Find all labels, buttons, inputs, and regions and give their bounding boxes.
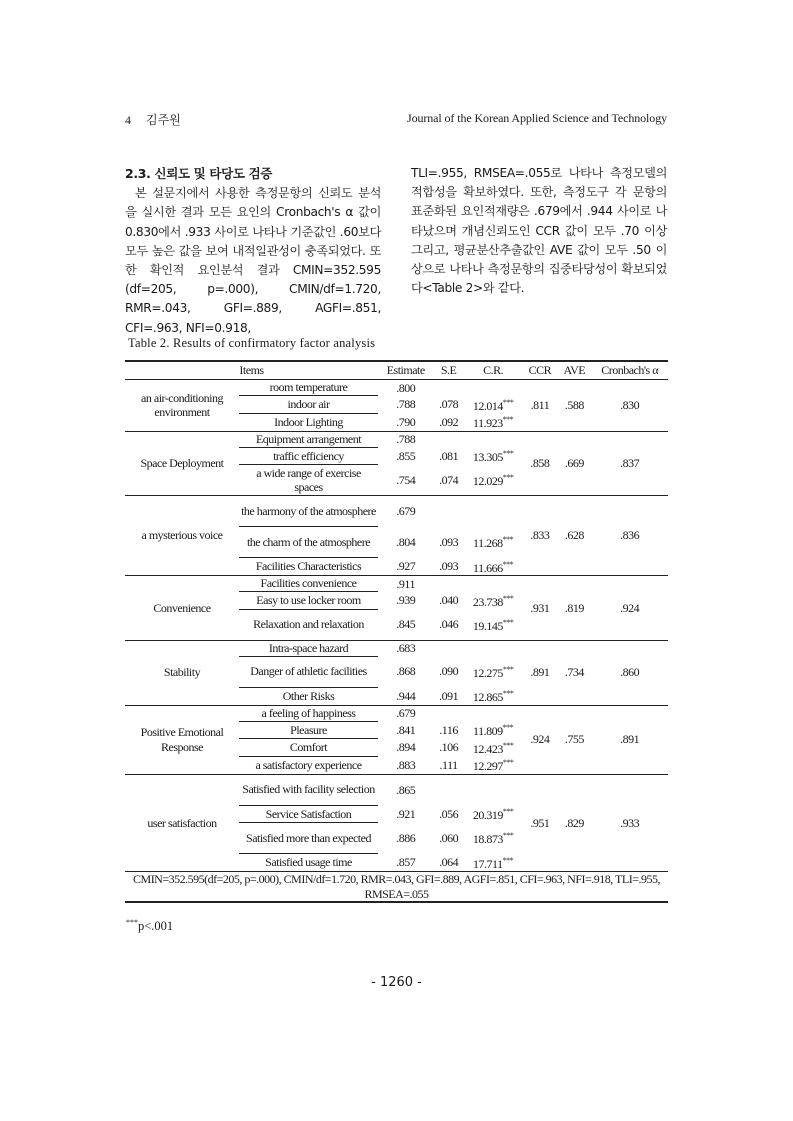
item-name: Equipment arrangement — [239, 431, 378, 447]
cr-cell — [464, 609, 523, 640]
left-column — [125, 164, 381, 338]
se-cell — [433, 705, 463, 721]
item-name: Indoor Lighting — [239, 413, 378, 431]
se-cell: .064 — [433, 854, 463, 872]
item-name: indoor air — [239, 396, 378, 414]
se-cell: .093 — [433, 558, 463, 576]
se-cell: .060 — [439, 830, 459, 845]
header-left — [125, 111, 181, 128]
cr-cell — [464, 739, 523, 757]
ave-cell: .829 — [557, 774, 591, 872]
factor-name: user satisfaction — [125, 774, 239, 872]
item-name: Danger of athletic facilities — [239, 656, 378, 687]
se-cell: .093 — [439, 534, 459, 549]
cr-value: 11.666*** — [473, 559, 514, 575]
table-header-row — [125, 361, 668, 380]
item-name: Other Risks — [239, 687, 378, 705]
cr-cell — [464, 558, 523, 576]
section-title: 2.3. 신뢰도 및 타당도 검증 — [125, 166, 273, 181]
estimate-cell: .841 — [396, 722, 416, 737]
estimate-cell: .865 — [396, 782, 416, 797]
factor-name: Convenience — [125, 576, 239, 641]
cr-cell — [464, 854, 523, 872]
se-cell — [433, 576, 463, 592]
right-column — [411, 164, 667, 298]
cronbach-cell: .836 — [591, 496, 668, 576]
item-name: Intra-space hazard — [239, 640, 378, 656]
se-cell: .116 — [439, 722, 458, 737]
header-estimate: Estimate — [378, 361, 433, 380]
estimate-cell: .683 — [396, 641, 416, 655]
item-name: the harmony of the atmosphere — [239, 496, 378, 527]
item-name: a satisfactory experience — [239, 756, 378, 774]
left-paragraph: 본 설문지에서 사용한 측정문항의 신뢰도 분석을 실시한 결과 모든 요인의 Cronbach's α 값이 0.830에서 .933 사이로 나타나 기준값인 .60보다 모두 높은 값을 보여 내적일관성이 충족되었다. 또한 확인적 요인분석 결과 CMIN=352.595 (df=205, p=.000), CMIN/df=1.720, RMR=.043, GFI=.889, AGFI=.851, CFI=.963, NFI=0.918, — [125, 186, 381, 335]
cr-value: 18.873*** — [472, 831, 514, 847]
right-paragraph: TLI=.955, RMSEA=.055로 나타나 측정모델의 적합성을 확보하였다. 또한, 측정도구 각 문항의 표준화된 요인적재량은 .679에서 .944 사이로 나타났으며 개념신뢰도인 CCR 값이 모두 .70 이상 그리고, 평균분산추출값인 AVE 값이 모두 .50 이상으로 나타나 측정문항의 집중타당성이 확보되었다<Table 2>와 같다. — [411, 166, 667, 296]
footnote: ***p<.001 — [126, 918, 174, 934]
cr-cell — [464, 413, 523, 431]
se-cell: .074 — [433, 465, 463, 496]
item-name: the charm of the atmosphere — [239, 527, 378, 558]
item-name: Satisfied more than expected — [239, 823, 378, 854]
estimate-cell: .911 — [396, 576, 415, 591]
se-cell: .090 — [439, 664, 459, 679]
header-items: Items — [125, 361, 378, 380]
cr-value: 12.423*** — [472, 740, 514, 756]
estimate-cell: .921 — [396, 806, 416, 821]
item-name: room temperature — [239, 380, 378, 396]
page-footer: - 1260 - — [371, 975, 422, 990]
header-se: S.E — [433, 361, 463, 380]
cr-cell — [464, 592, 523, 610]
cronbach-cell: .830 — [591, 380, 668, 432]
item-name: Relaxation and relaxation — [239, 609, 378, 640]
estimate-cell: .679 — [396, 706, 416, 720]
item-name: Comfort — [239, 739, 378, 757]
ccr-cell: .811 — [522, 380, 557, 432]
table-row — [125, 774, 668, 805]
cr-value: 19.145*** — [472, 617, 514, 633]
fit-note-row — [125, 872, 668, 903]
table-row — [125, 496, 668, 527]
se-cell — [433, 496, 463, 527]
cr-value: 23.738*** — [472, 593, 514, 609]
cr-cell — [464, 431, 523, 447]
factor-name: Space Deployment — [125, 431, 239, 496]
cr-cell — [464, 396, 523, 414]
table-body — [125, 380, 668, 872]
se-cell: .081 — [439, 448, 459, 463]
item-name: a feeling of happiness — [239, 705, 378, 721]
item-name: Facilities convenience — [239, 576, 378, 592]
estimate-cell: .868 — [396, 664, 416, 679]
table-row — [125, 640, 668, 656]
table-row — [125, 431, 668, 447]
header-page-number: 4 — [125, 113, 131, 127]
cr-value: 12.014*** — [472, 397, 514, 413]
estimate-cell: .790 — [378, 413, 433, 431]
cr-cell — [464, 496, 523, 527]
estimate-cell: .939 — [396, 593, 416, 607]
cronbach-cell: .933 — [591, 774, 668, 872]
se-cell — [433, 431, 463, 447]
factor-name: Stability — [125, 640, 239, 705]
ccr-cell: .951 — [522, 774, 557, 872]
cr-cell — [464, 805, 523, 823]
se-cell: .111 — [433, 756, 463, 774]
cr-value: 11.809*** — [473, 723, 514, 738]
item-name: Pleasure — [239, 721, 378, 739]
se-cell — [433, 774, 463, 805]
item-name: traffic efficiency — [239, 447, 378, 465]
cr-cell — [464, 465, 523, 496]
estimate-cell: .855 — [396, 448, 416, 463]
cronbach-cell: .860 — [591, 640, 668, 705]
cr-value: 17.711*** — [473, 855, 514, 871]
cr-cell — [464, 447, 523, 465]
cr-value: 12.865*** — [472, 689, 514, 704]
se-cell: .091 — [433, 687, 463, 705]
cr-value: 13.305*** — [472, 449, 514, 464]
header-cronbach: Cronbach's α — [591, 361, 668, 380]
ave-cell: .734 — [557, 640, 591, 705]
se-cell: .046 — [433, 609, 463, 640]
cr-cell — [464, 774, 523, 805]
cr-value: 20.319*** — [472, 807, 514, 822]
cr-cell — [464, 687, 523, 705]
cr-value: 11.268*** — [473, 535, 514, 551]
header-cr: C.R. — [464, 361, 523, 380]
estimate-cell: .894 — [396, 740, 416, 754]
estimate-cell: .886 — [396, 830, 416, 845]
ave-cell: .755 — [557, 705, 591, 774]
factor-name: Positive Emotional Response — [125, 705, 239, 774]
cr-cell — [464, 656, 523, 687]
item-name: Satisfied with facility selection — [239, 774, 378, 805]
ccr-cell: .891 — [522, 640, 557, 705]
cr-cell — [464, 705, 523, 721]
results-table — [125, 360, 668, 903]
cr-cell — [464, 756, 523, 774]
se-cell — [433, 640, 463, 656]
cr-cell — [464, 380, 523, 396]
cronbach-cell: .891 — [591, 705, 668, 774]
cr-cell — [464, 576, 523, 592]
estimate-cell: .800 — [396, 380, 416, 395]
estimate-cell: .804 — [396, 534, 416, 549]
ave-cell: .669 — [557, 431, 591, 496]
se-cell: .078 — [439, 397, 459, 411]
estimate-cell: .754 — [378, 465, 433, 496]
se-cell: .106 — [439, 740, 459, 754]
table-row — [125, 576, 668, 592]
item-name: Service Satisfaction — [239, 805, 378, 823]
estimate-cell: .883 — [378, 756, 433, 774]
fit-note: CMIN=352.595(df=205, p=.000), CMIN/df=1.720, RMR=.043, GFI=.889, AGFI=.851, CFI=.963, NFI=.918, TLI=.955, RMSEA=.055 — [125, 872, 668, 903]
factor-name: an air-conditioning environment — [125, 380, 239, 432]
estimate-cell: .845 — [378, 609, 433, 640]
ave-cell: .588 — [557, 380, 591, 432]
cr-value: 12.297*** — [472, 758, 514, 773]
cronbach-cell: .837 — [591, 431, 668, 496]
se-cell: .092 — [433, 413, 463, 431]
estimate-cell: .788 — [396, 397, 416, 411]
header-ccr: CCR — [522, 361, 557, 380]
ccr-cell: .924 — [522, 705, 557, 774]
header-author: 김주원 — [146, 113, 181, 127]
cr-value: 11.923*** — [473, 415, 514, 430]
factor-name: a mysterious voice — [125, 496, 239, 576]
cr-value: 12.029*** — [472, 473, 514, 488]
cr-cell — [464, 721, 523, 739]
estimate-cell: .944 — [378, 687, 433, 705]
ave-cell: .628 — [557, 496, 591, 576]
se-cell — [433, 380, 463, 396]
ave-cell: .819 — [557, 576, 591, 641]
item-name: Satisfied usage time — [239, 854, 378, 872]
cr-cell — [464, 527, 523, 558]
estimate-cell: .857 — [378, 854, 433, 872]
ccr-cell: .931 — [522, 576, 557, 641]
cr-value: 12.275*** — [472, 664, 514, 680]
se-cell: .040 — [439, 593, 459, 607]
cronbach-cell: .924 — [591, 576, 668, 641]
ccr-cell: .858 — [522, 431, 557, 496]
cr-cell — [464, 640, 523, 656]
header-ave: AVE — [557, 361, 591, 380]
item-name: Easy to use locker room — [239, 592, 378, 610]
estimate-cell: .788 — [396, 432, 416, 446]
ccr-cell: .833 — [522, 496, 557, 576]
table-row — [125, 705, 668, 721]
table-caption: Table 2. Results of confirmatory factor analysis — [128, 336, 376, 350]
table-row — [125, 380, 668, 396]
cr-cell — [464, 823, 523, 854]
estimate-cell: .927 — [378, 558, 433, 576]
item-name: Facilities Characteristics — [239, 558, 378, 576]
item-name: a wide range of exercise spaces — [239, 465, 378, 496]
header-journal: Journal of the Korean Applied Science and Technology — [407, 111, 667, 125]
estimate-cell: .679 — [396, 504, 416, 518]
se-cell: .056 — [439, 806, 459, 821]
